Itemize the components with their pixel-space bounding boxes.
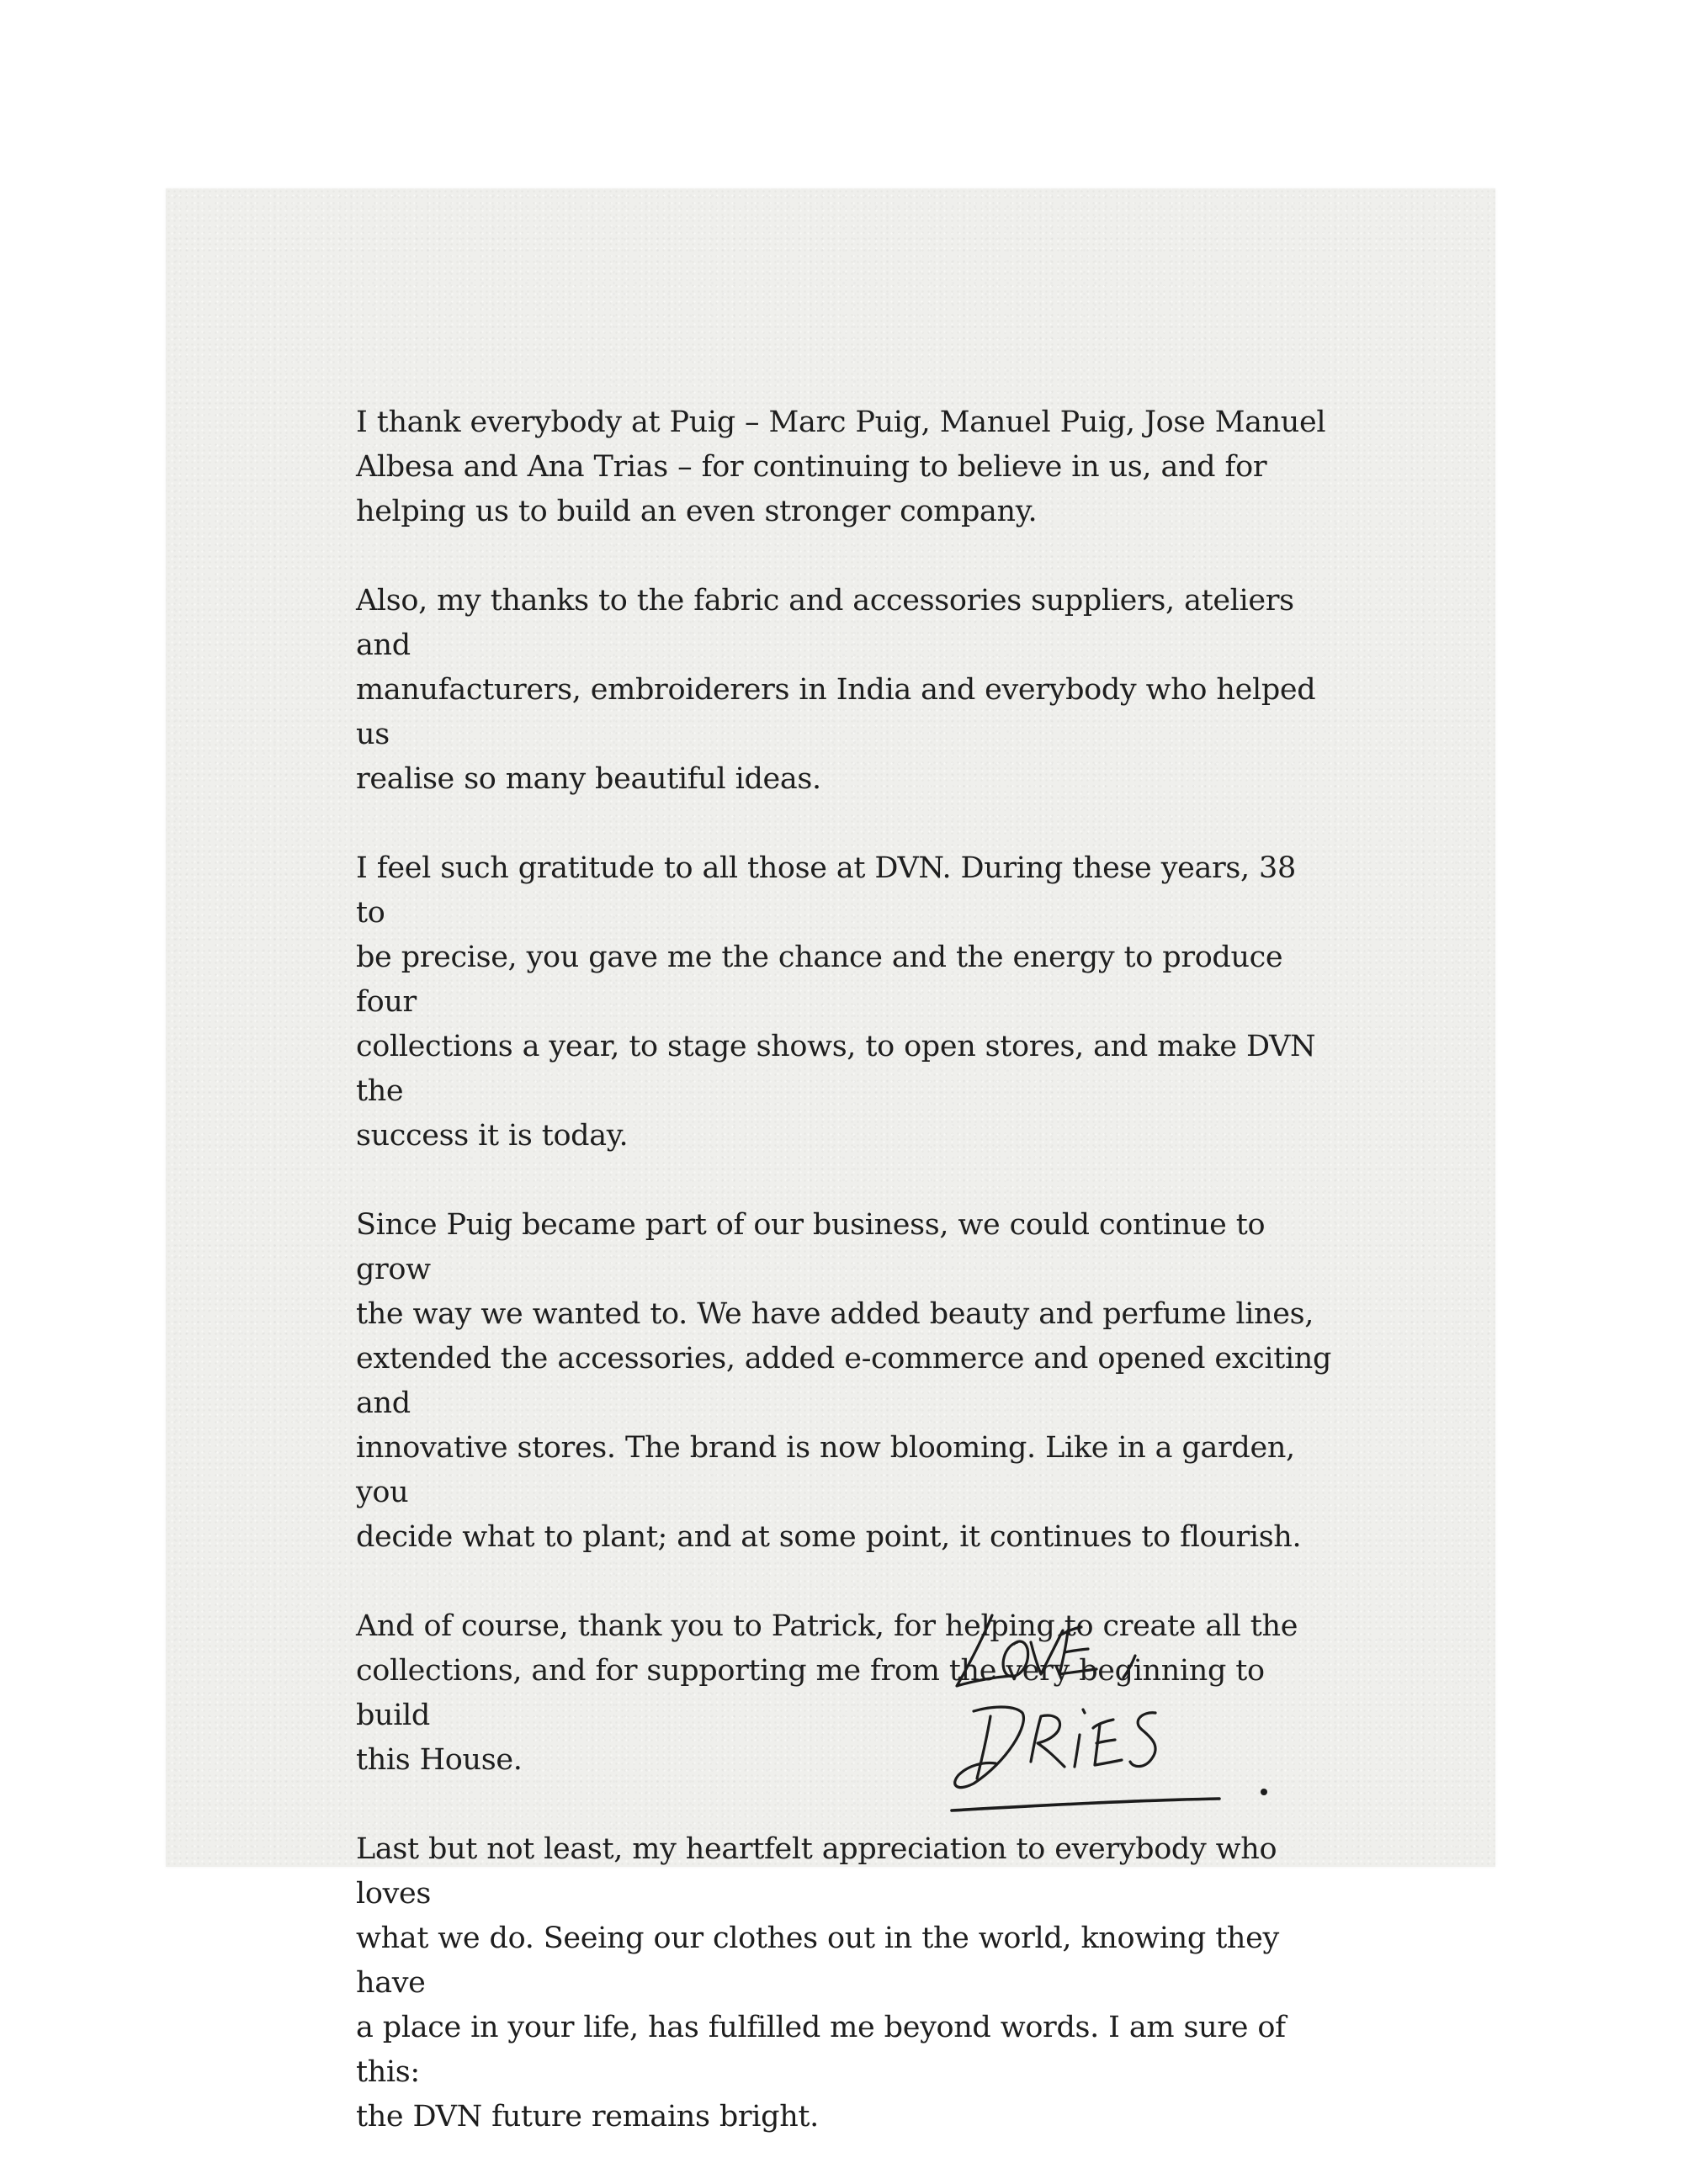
letter-body xyxy=(356,400,1332,2184)
signature-underline xyxy=(952,1799,1219,1810)
paragraph-gratitude-dvn: I feel such gratitude to all those at DVN. During these years, 38 to be precise, you gave me the chance and the energy to produce four collections a year, to stage shows, to open stores, and make DVN the success it is today. xyxy=(356,851,1316,1153)
paragraph-puig-growth: Since Puig became part of our business, we could continue to grow the way we wanted to. We have added beauty and perfume lines, extended the accessories, added e-commerce and opened exciting and innovative stores. The brand is now blooming. Like in a garden, you decide what to plant; and at some point, it continues to flourish. xyxy=(356,1208,1332,1554)
paragraph-thanks-patrick: And of course, thank you to Patrick, for helping to create all the collections, and for supporting me from the very beginning to build this House. xyxy=(356,1609,1298,1777)
paragraph-thanks-puig: I thank everybody at Puig – Marc Puig, Manuel Puig, Jose Manuel Albesa and Ana Trias – for continuing to believe in us, and for helping us to build an even stronger company. xyxy=(356,406,1326,528)
handwritten-signature xyxy=(940,1593,1378,1837)
signature-closing-love xyxy=(957,1615,1135,1686)
paragraph-appreciation: Last but not least, my heartfelt appreciation to everybody who loves what we do. Seeing our clothes out in the world, knowing they have a place in your life, has fulfilled me beyond words. I am sure of this: the DVN future remains bright. xyxy=(356,1832,1286,2134)
signature-name-dries xyxy=(955,1707,1155,1788)
paragraph-thanks-suppliers: Also, my thanks to the fabric and accessories suppliers, ateliers and manufacturers, embroiderers in India and everybody who helped us realise so many beautiful ideas. xyxy=(356,584,1316,796)
signature-dot xyxy=(1261,1789,1267,1795)
letter-paper xyxy=(166,188,1495,2134)
